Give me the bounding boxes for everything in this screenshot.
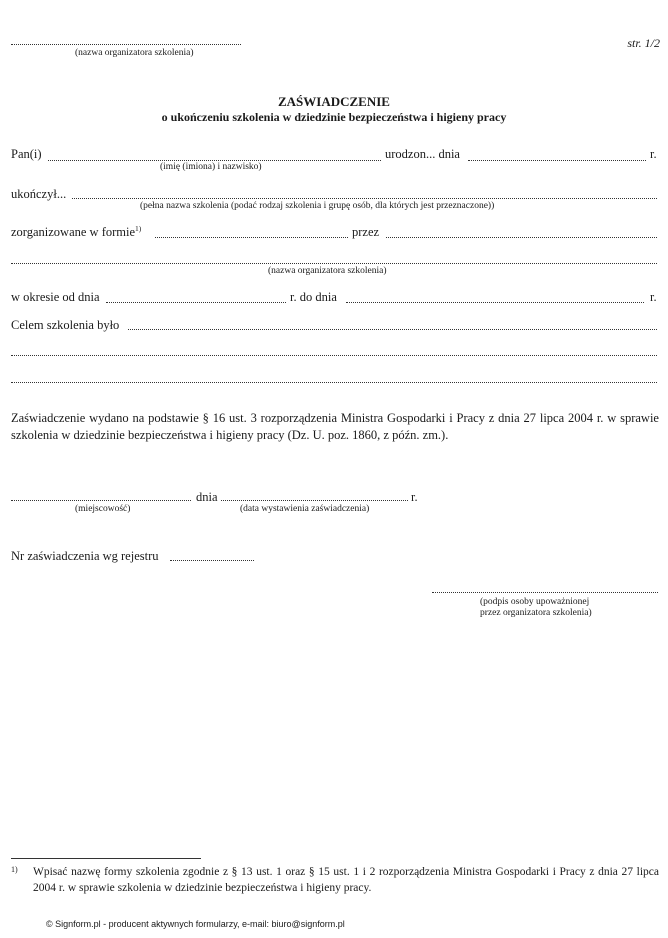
document-title: ZAŚWIADCZENIE (278, 94, 390, 109)
legal-statement: Zaświadczenie wydano na podstawie § 16 ust. 3 rozporządzenia Ministra Gospodarki i Pracy z dnia 27 lipca 2004 r. w sprawie szkolenia w dziedzinie bezpieczeństwa i higieny pracy (Dz. U. poz. 1860, z późn. zm.). (11, 411, 659, 442)
issue-date-field[interactable] (221, 500, 408, 501)
purpose-label: Celem szkolenia było (11, 318, 120, 332)
purpose-field-3[interactable] (11, 382, 657, 383)
training-caption: (pełna nazwa szkolenia (podać rodzaj szkolenia i grupę osób, dla których jest przeznaczone)) (140, 201, 495, 211)
place-field[interactable] (11, 500, 191, 501)
purpose-field-2[interactable] (11, 355, 657, 356)
date-year-suffix: r. (411, 490, 418, 504)
organizer-field[interactable] (11, 263, 657, 264)
to-label: r. do dnia (290, 290, 337, 304)
organizer-field-caption: (nazwa organizatora szkolenia) (268, 266, 387, 276)
born-label: urodzon... dnia (385, 147, 460, 161)
full-name-field[interactable] (48, 160, 381, 161)
footer-credit: © Signform.pl - producent aktywnych formularzy, e-mail: biuro@signform.pl (46, 919, 345, 929)
period-to-field[interactable] (346, 302, 644, 303)
name-caption: (imię (imiona) i nazwisko) (160, 162, 262, 172)
signature-caption-2: przez organizatora szkolenia) (480, 608, 592, 618)
register-label: Nr zaświadczenia wg rejestru (11, 549, 159, 563)
signature-field[interactable] (432, 592, 658, 593)
footnote-divider (11, 858, 201, 859)
footnote-number: 1) (11, 865, 18, 874)
organizer-name-field[interactable] (11, 44, 241, 45)
period-label: w okresie od dnia (11, 290, 100, 304)
period-suffix: r. (650, 290, 657, 304)
purpose-field-1[interactable] (128, 329, 657, 330)
place-caption: (miejscowość) (75, 504, 131, 514)
date-label: dnia (196, 490, 218, 504)
birth-date-field[interactable] (468, 160, 646, 161)
training-name-field[interactable] (72, 198, 657, 199)
page-number: str. 1/2 (627, 36, 660, 50)
by-label: przez (352, 225, 380, 239)
register-number-field[interactable] (170, 560, 254, 561)
document-subtitle: o ukończeniu szkolenia w dziedzinie bezpieczeństwa i higieny pracy (161, 110, 507, 124)
footnote-text: Wpisać nazwę formy szkolenia zgodnie z § 13 ust. 1 oraz § 15 ust. 1 i 2 rozporządzenia Ministra Gospodarki i Pracy z dnia 27 lipca 2004 r. w sprawie szkolenia w dziedzinie bezpieczeństwa i higieny pracy. (33, 866, 659, 894)
signature-caption-1: (podpis osoby upoważnionej (480, 597, 590, 607)
organized-label-text: zorganizowane w formie (11, 225, 136, 239)
date-caption: (data wystawienia zaświadczenia) (240, 504, 370, 514)
footnote-mark: 1) (135, 223, 142, 233)
completed-label: ukończył... (11, 187, 67, 201)
organized-label (11, 225, 141, 240)
year-suffix: r. (650, 147, 657, 161)
period-from-field[interactable] (106, 302, 286, 303)
organizer-caption: (nazwa organizatora szkolenia) (75, 48, 194, 58)
training-form-field[interactable] (155, 237, 348, 238)
by-field[interactable] (386, 237, 657, 238)
pan-label: Pan(i) (11, 147, 42, 161)
